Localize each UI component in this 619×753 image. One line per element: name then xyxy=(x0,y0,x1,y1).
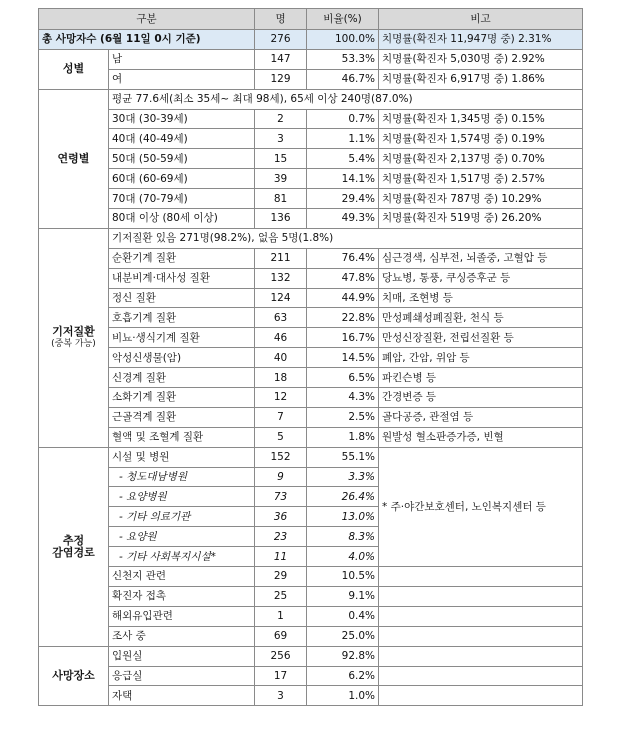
row-label: 시설 및 병원 xyxy=(109,447,255,467)
table-row xyxy=(39,407,583,427)
row-pct: 9.1% xyxy=(307,586,379,606)
row-count: 23 xyxy=(255,527,307,547)
row-count: 9 xyxy=(255,467,307,487)
row-pct: 44.9% xyxy=(307,288,379,308)
category-disease-label: 기저질환 xyxy=(52,324,95,338)
row-label: 50대 (50-59세) xyxy=(109,149,255,169)
table-row xyxy=(39,109,583,129)
row-pct: 4.0% xyxy=(307,547,379,567)
row-label: 해외유입관련 xyxy=(109,606,255,626)
row-note: 원발성 혈소판증가증, 빈혈 xyxy=(379,427,583,447)
row-label: 내분비계·대사성 질환 xyxy=(109,268,255,288)
empty-note-cell xyxy=(379,567,583,587)
row-pct: 6.5% xyxy=(307,368,379,388)
row-pct: 92.8% xyxy=(307,646,379,666)
table-row xyxy=(39,447,583,467)
table-row xyxy=(39,228,583,248)
table-row xyxy=(39,567,583,587)
row-label: 자택 xyxy=(109,686,255,706)
table-row xyxy=(39,129,583,149)
category-place: 사망장소 xyxy=(39,646,109,706)
row-label: 60대 (60-69세) xyxy=(109,169,255,189)
row-note: 치명률(확진자 519명 중) 26.20% xyxy=(379,209,583,229)
row-note: 치명률(확진자 2,137명 중) 0.70% xyxy=(379,149,583,169)
row-note: 만성폐쇄성폐질환, 천식 등 xyxy=(379,308,583,328)
row-count: 132 xyxy=(255,268,307,288)
row-count: 46 xyxy=(255,328,307,348)
header-count: 명 xyxy=(255,9,307,30)
row-pct: 6.2% xyxy=(307,666,379,686)
row-note: 치명률(확진자 5,030명 중) 2.92% xyxy=(379,49,583,69)
header-row xyxy=(39,9,583,30)
row-label: 신천지 관련 xyxy=(109,567,255,587)
row-label: - 청도대남병원 xyxy=(109,467,255,487)
row-label: 비뇨·생식기계 질환 xyxy=(109,328,255,348)
row-note: 파킨슨병 등 xyxy=(379,368,583,388)
row-count: 36 xyxy=(255,507,307,527)
empty-note-cell xyxy=(379,626,583,646)
row-label: 소화기계 질환 xyxy=(109,388,255,408)
age-summary: 평균 77.6세(최소 35세~ 최대 98세), 65세 이상 240명(87.0%) xyxy=(109,89,583,109)
table-row xyxy=(39,586,583,606)
row-count: 39 xyxy=(255,169,307,189)
row-count: 29 xyxy=(255,567,307,587)
row-count: 17 xyxy=(255,666,307,686)
row-count: 11 xyxy=(255,547,307,567)
table-row xyxy=(39,268,583,288)
row-pct: 13.0% xyxy=(307,507,379,527)
category-route-label-line2: 감염경로 xyxy=(52,545,95,559)
row-label: 조사 중 xyxy=(109,626,255,646)
category-disease xyxy=(39,228,109,447)
table-row xyxy=(39,368,583,388)
statistics-table-wrapper xyxy=(38,8,583,706)
row-label: 30대 (30-39세) xyxy=(109,109,255,129)
row-count: 124 xyxy=(255,288,307,308)
row-pct: 1.1% xyxy=(307,129,379,149)
table-row xyxy=(39,248,583,268)
row-label: 40대 (40-49세) xyxy=(109,129,255,149)
table-row xyxy=(39,288,583,308)
empty-note-cell xyxy=(379,646,583,666)
row-label: 정신 질환 xyxy=(109,288,255,308)
row-label: - 기타 의료기관 xyxy=(109,507,255,527)
row-count: 3 xyxy=(255,129,307,149)
category-gender: 성별 xyxy=(39,49,109,89)
row-label: 응급실 xyxy=(109,666,255,686)
total-pct: 100.0% xyxy=(307,30,379,50)
table-row xyxy=(39,626,583,646)
row-count: 25 xyxy=(255,586,307,606)
row-count: 256 xyxy=(255,646,307,666)
row-label: 남 xyxy=(109,49,255,69)
row-count: 15 xyxy=(255,149,307,169)
row-pct: 0.7% xyxy=(307,109,379,129)
row-note: 치명률(확진자 1,345명 중) 0.15% xyxy=(379,109,583,129)
row-pct: 26.4% xyxy=(307,487,379,507)
row-count: 2 xyxy=(255,109,307,129)
row-pct: 8.3% xyxy=(307,527,379,547)
row-pct: 5.4% xyxy=(307,149,379,169)
row-label: 혈액 및 조혈계 질환 xyxy=(109,427,255,447)
table-row xyxy=(39,69,583,89)
header-note: 비고 xyxy=(379,9,583,30)
row-count: 3 xyxy=(255,686,307,706)
row-label: 순환기계 질환 xyxy=(109,248,255,268)
total-count: 276 xyxy=(255,30,307,50)
row-label: - 기타 사회복지시설* xyxy=(109,547,255,567)
row-label: - 요양원 xyxy=(109,527,255,547)
row-count: 7 xyxy=(255,407,307,427)
table-row xyxy=(39,328,583,348)
row-pct: 25.0% xyxy=(307,626,379,646)
row-label: 신경계 질환 xyxy=(109,368,255,388)
row-count: 63 xyxy=(255,308,307,328)
row-note: 골다공증, 관절염 등 xyxy=(379,407,583,427)
category-age: 연령별 xyxy=(39,89,109,228)
row-count: 129 xyxy=(255,69,307,89)
row-pct: 16.7% xyxy=(307,328,379,348)
empty-note-cell xyxy=(379,606,583,626)
row-count: 136 xyxy=(255,209,307,229)
row-note: 폐암, 간암, 위암 등 xyxy=(379,348,583,368)
row-count: 147 xyxy=(255,49,307,69)
row-count: 40 xyxy=(255,348,307,368)
row-pct: 76.4% xyxy=(307,248,379,268)
total-note: 치명률(확진자 11,947명 중) 2.31% xyxy=(379,30,583,50)
table-row xyxy=(39,149,583,169)
table-row xyxy=(39,169,583,189)
row-count: 69 xyxy=(255,626,307,646)
table-row xyxy=(39,646,583,666)
row-note: 치명률(확진자 1,574명 중) 0.19% xyxy=(379,129,583,149)
table-row xyxy=(39,89,583,109)
row-count: 152 xyxy=(255,447,307,467)
table-row xyxy=(39,427,583,447)
row-pct: 4.3% xyxy=(307,388,379,408)
row-pct: 53.3% xyxy=(307,49,379,69)
row-note: 만성신장질환, 전립선질환 등 xyxy=(379,328,583,348)
row-note: 심근경색, 심부전, 뇌졸중, 고혈압 등 xyxy=(379,248,583,268)
row-count: 18 xyxy=(255,368,307,388)
empty-note-cell xyxy=(379,666,583,686)
row-pct: 3.3% xyxy=(307,467,379,487)
category-route xyxy=(39,447,109,646)
header-ratio: 비율(%) xyxy=(307,9,379,30)
table-row xyxy=(39,606,583,626)
row-pct: 22.8% xyxy=(307,308,379,328)
row-label: 여 xyxy=(109,69,255,89)
total-label: 총 사망자수 (6월 11일 0시 기준) xyxy=(39,30,255,50)
total-row xyxy=(39,30,583,50)
row-note: 당뇨병, 통풍, 쿠싱증후군 등 xyxy=(379,268,583,288)
row-count: 81 xyxy=(255,189,307,209)
row-pct: 2.5% xyxy=(307,407,379,427)
row-pct: 10.5% xyxy=(307,567,379,587)
row-count: 73 xyxy=(255,487,307,507)
row-count: 1 xyxy=(255,606,307,626)
disease-summary: 기저질환 있음 271명(98.2%), 없음 5명(1.8%) xyxy=(109,228,583,248)
table-row xyxy=(39,686,583,706)
empty-note-cell xyxy=(379,586,583,606)
row-pct: 1.0% xyxy=(307,686,379,706)
row-note: 치명률(확진자 787명 중) 10.29% xyxy=(379,189,583,209)
row-pct: 0.4% xyxy=(307,606,379,626)
row-label: 70대 (70-79세) xyxy=(109,189,255,209)
table-row xyxy=(39,189,583,209)
row-pct: 29.4% xyxy=(307,189,379,209)
table-row xyxy=(39,348,583,368)
table-row xyxy=(39,388,583,408)
row-note: 치명률(확진자 6,917명 중) 1.86% xyxy=(379,69,583,89)
row-note: 간경변증 등 xyxy=(379,388,583,408)
category-disease-sublabel: (중복 가능) xyxy=(51,338,96,349)
row-count: 5 xyxy=(255,427,307,447)
row-pct: 14.5% xyxy=(307,348,379,368)
table-row xyxy=(39,209,583,229)
row-label: - 요양병원 xyxy=(109,487,255,507)
table-row xyxy=(39,49,583,69)
table-row xyxy=(39,308,583,328)
row-note: 치명률(확진자 1,517명 중) 2.57% xyxy=(379,169,583,189)
covid-death-statistics-table xyxy=(38,8,583,706)
row-count: 211 xyxy=(255,248,307,268)
table-row xyxy=(39,666,583,686)
row-label: 입원실 xyxy=(109,646,255,666)
row-label: 악성신생물(암) xyxy=(109,348,255,368)
row-label: 근골격계 질환 xyxy=(109,407,255,427)
header-category: 구분 xyxy=(39,9,255,30)
row-label: 80대 이상 (80세 이상) xyxy=(109,209,255,229)
row-count: 12 xyxy=(255,388,307,408)
row-pct: 46.7% xyxy=(307,69,379,89)
row-label: 확진자 접촉 xyxy=(109,586,255,606)
route-footnote: * 주·야간보호센터, 노인복지센터 등 xyxy=(379,447,583,566)
row-pct: 47.8% xyxy=(307,268,379,288)
category-route-label: 추정 xyxy=(62,533,85,547)
row-note: 치매, 조현병 등 xyxy=(379,288,583,308)
row-pct: 1.8% xyxy=(307,427,379,447)
empty-note-cell xyxy=(379,686,583,706)
row-pct: 14.1% xyxy=(307,169,379,189)
row-pct: 55.1% xyxy=(307,447,379,467)
row-pct: 49.3% xyxy=(307,209,379,229)
row-label: 호흡기계 질환 xyxy=(109,308,255,328)
